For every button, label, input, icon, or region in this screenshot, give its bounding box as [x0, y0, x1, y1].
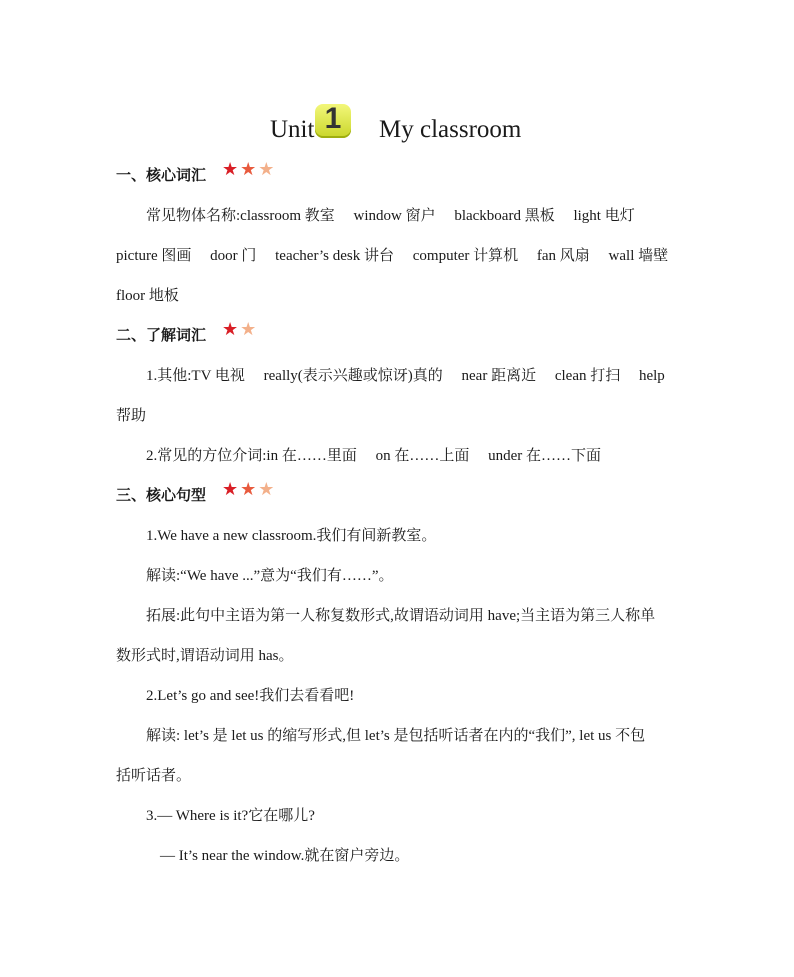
text-line: 数形式时,谓语动词用 has。: [116, 648, 294, 664]
star-icon: ★: [222, 159, 241, 179]
star-rating-know-vocab: [222, 319, 258, 340]
text-line: 拓展:此句中主语为第一人称复数形式,故谓语动词用 have;当主语为第三人称单: [146, 608, 656, 624]
star-icon: ★: [240, 159, 259, 179]
unit-title: [0, 100, 794, 150]
star-icon: ★: [240, 319, 259, 339]
text-line: 括听话者。: [116, 768, 192, 784]
unit-label: Unit: [270, 116, 315, 143]
text-line: 3.— Where is it?它在哪儿?: [146, 808, 315, 824]
star-rating-core-sentences: [222, 479, 276, 500]
star-icon: ★: [222, 479, 241, 499]
star-icon: ★: [222, 319, 241, 339]
text-line: 2.Let’s go and see!我们去看看吧!: [146, 688, 355, 704]
text-line: 解读: let’s 是 let us 的缩写形式,但 let’s 是包括听话者在内的“我们”, let us 不包: [146, 728, 646, 744]
text-line: 解读:“We have ...”意为“我们有……”。: [146, 568, 394, 584]
star-icon: ★: [258, 159, 277, 179]
unit-name: My classroom: [379, 116, 522, 143]
text-line: picture 图画 door 门 teacher’s desk 讲台 computer 计算机 fan 风扇 wall 墙壁: [116, 248, 669, 264]
unit-number: 1: [324, 102, 342, 135]
section-heading-core-sentences: 三、核心句型: [116, 486, 207, 504]
text-line: 1.其他:TV 电视 really(表示兴趣或惊讶)真的 near 距离近 clean 打扫 help: [146, 368, 665, 384]
unit-number-badge: [315, 104, 351, 138]
text-line: — It’s near the window.就在窗户旁边。: [160, 848, 410, 864]
star-icon: ★: [240, 479, 259, 499]
star-rating-core-vocab: [222, 159, 276, 180]
text-line: 2.常见的方位介词:in 在……里面 on 在……上面 under 在……下面: [146, 448, 601, 464]
section-heading-know-vocab: 二、了解词汇: [116, 326, 207, 344]
text-line: 帮助: [116, 408, 147, 424]
section-heading-core-vocab: 一、核心词汇: [116, 166, 207, 184]
text-line: 常见物体名称:classroom 教室 window 窗户 blackboard 黑板 light 电灯: [146, 208, 635, 224]
text-line: 1.We have a new classroom.我们有间新教室。: [146, 528, 437, 544]
text-line: floor 地板: [116, 288, 179, 304]
star-icon: ★: [258, 479, 277, 499]
